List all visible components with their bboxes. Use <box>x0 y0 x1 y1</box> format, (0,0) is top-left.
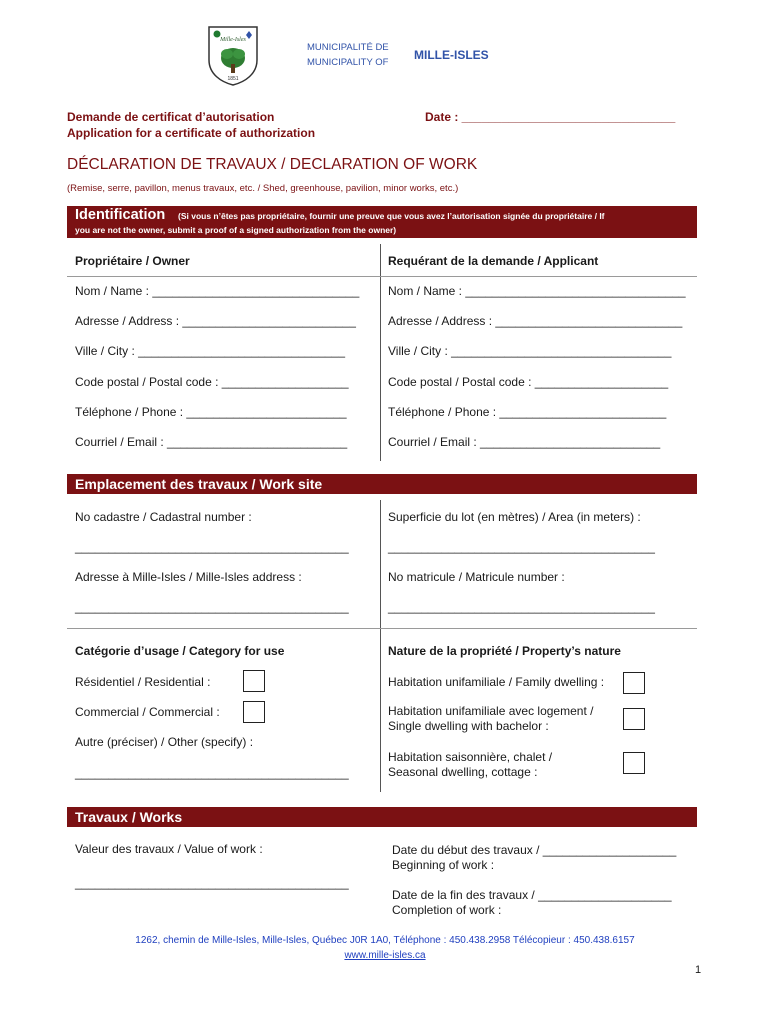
seasonal-dwelling-line2: Seasonal dwelling, cottage : <box>388 765 538 779</box>
end-date-field[interactable] <box>392 888 672 918</box>
footer-address: 1262, chemin de Mille-Isles, Mille-Isles, Québec J0R 1A0, Téléphone : 450.438.2958 Télécopieur : 450.438.6157 <box>135 935 635 946</box>
cadastre-blank[interactable]: _________________________________________ <box>75 540 349 554</box>
category-header: Catégorie d’usage / Category for use <box>75 644 285 658</box>
worksite-divider <box>380 500 381 792</box>
seasonal-dwelling-line1: Habitation saisonnière, chalet / <box>388 750 553 764</box>
applicant-email-field[interactable]: Courriel / Email : ___________________________ <box>388 435 661 449</box>
bachelor-dwelling-label <box>388 704 593 734</box>
owner-header: Propriétaire / Owner <box>75 254 190 268</box>
start-date-line1: Date du début des travaux / ____________________ <box>392 843 677 857</box>
identification-note-line1: (Si vous n’êtes pas propriétaire, fournir une preuve que vous avez l’autorisation signée du propriétaire / If <box>178 211 605 221</box>
worksite-address-label: Adresse à Mille-Isles / Mille-Isles address : <box>75 570 302 584</box>
start-date-field[interactable] <box>392 843 676 873</box>
works-section-header <box>67 807 697 827</box>
applicant-address-field[interactable]: Adresse / Address : ____________________________ <box>388 314 683 328</box>
municipality-label-fr: MUNICIPALITÉ DE <box>307 42 389 53</box>
owner-address-field[interactable]: Adresse / Address : __________________________ <box>75 314 356 328</box>
crest-text: Mille-Isles <box>220 37 246 43</box>
identification-note-line2: you are not the owner, submit a proof of a signed authorization from the owner) <box>75 225 397 235</box>
municipal-crest-logo <box>205 24 261 86</box>
crest-year: 1851 <box>227 76 239 82</box>
owner-name-field[interactable]: Nom / Name : _______________________________ <box>75 284 360 298</box>
municipality-label-en: MUNICIPALITY OF <box>307 57 389 68</box>
end-date-line1: Date de la fin des travaux / ____________________ <box>392 888 672 902</box>
family-dwelling-label: Habitation unifamiliale / Family dwelling : <box>388 675 605 689</box>
area-blank[interactable]: ________________________________________ <box>388 540 655 554</box>
seasonal-dwelling-checkbox[interactable] <box>623 752 645 774</box>
category-separator <box>67 628 697 629</box>
value-of-work-blank[interactable]: _________________________________________ <box>75 876 349 890</box>
applicant-phone-field[interactable]: Téléphone / Phone : _________________________ <box>388 405 667 419</box>
identification-header-rule <box>67 276 697 277</box>
owner-postal-code-field[interactable]: Code postal / Postal code : ___________________ <box>75 375 349 389</box>
residential-label: Résidentiel / Residential : <box>75 675 211 689</box>
area-label: Superficie du lot (en mètres) / Area (in meters) : <box>388 510 641 524</box>
start-date-line2: Beginning of work : <box>392 858 495 872</box>
page-title: DÉCLARATION DE TRAVAUX / DECLARATION OF WORK <box>67 156 478 173</box>
residential-checkbox[interactable] <box>243 670 265 692</box>
end-date-line2: Completion of work : <box>392 903 502 917</box>
bachelor-dwelling-line1: Habitation unifamiliale avec logement / <box>388 704 594 718</box>
owner-phone-field[interactable]: Téléphone / Phone : ________________________ <box>75 405 347 419</box>
application-title-en: Application for a certificate of authorization <box>67 126 316 140</box>
commercial-checkbox[interactable] <box>243 701 265 723</box>
identification-heading: Identification <box>75 207 166 223</box>
owner-city-field[interactable]: Ville / City : _______________________________ <box>75 344 346 358</box>
date-field[interactable]: Date : ________________________________ <box>425 110 676 124</box>
works-heading: Travaux / Works <box>75 809 183 825</box>
other-specify-blank[interactable]: _________________________________________ <box>75 766 349 780</box>
owner-email-field[interactable]: Courriel / Email : ___________________________ <box>75 435 348 449</box>
worksite-address-blank[interactable]: _________________________________________ <box>75 600 349 614</box>
applicant-header: Requérant de la demande / Applicant <box>388 254 599 268</box>
footer-website-link[interactable]: www.mille-isles.ca <box>344 950 426 961</box>
value-of-work-label: Valeur des travaux / Value of work : <box>75 842 263 856</box>
applicant-name-field[interactable]: Nom / Name : _________________________________ <box>388 284 686 298</box>
page-number: 1 <box>695 964 702 976</box>
family-dwelling-checkbox[interactable] <box>623 672 645 694</box>
matricule-blank[interactable]: ________________________________________ <box>388 600 655 614</box>
worksite-heading: Emplacement des travaux / Work site <box>75 476 323 492</box>
other-label: Autre (préciser) / Other (specify) : <box>75 735 254 749</box>
commercial-label: Commercial / Commercial : <box>75 705 220 719</box>
applicant-postal-code-field[interactable]: Code postal / Postal code : ____________________ <box>388 375 669 389</box>
application-title-fr: Demande de certificat d’autorisation <box>67 110 275 124</box>
municipality-name: MILLE-ISLES <box>414 48 489 62</box>
cadastre-label: No cadastre / Cadastral number : <box>75 510 252 524</box>
worksite-section-header <box>67 474 697 494</box>
matricule-label: No matricule / Matricule number : <box>388 570 565 584</box>
bachelor-dwelling-line2: Single dwelling with bachelor : <box>388 719 549 733</box>
seasonal-dwelling-label <box>388 750 552 780</box>
bachelor-dwelling-checkbox[interactable] <box>623 708 645 730</box>
identification-section-header <box>67 206 697 238</box>
nature-header: Nature de la propriété / Property’s nature <box>388 644 621 658</box>
applicant-city-field[interactable]: Ville / City : _________________________________ <box>388 344 672 358</box>
page-subtitle: (Remise, serre, pavillon, menus travaux, etc. / Shed, greenhouse, pavilion, minor works, etc.) <box>67 183 459 194</box>
